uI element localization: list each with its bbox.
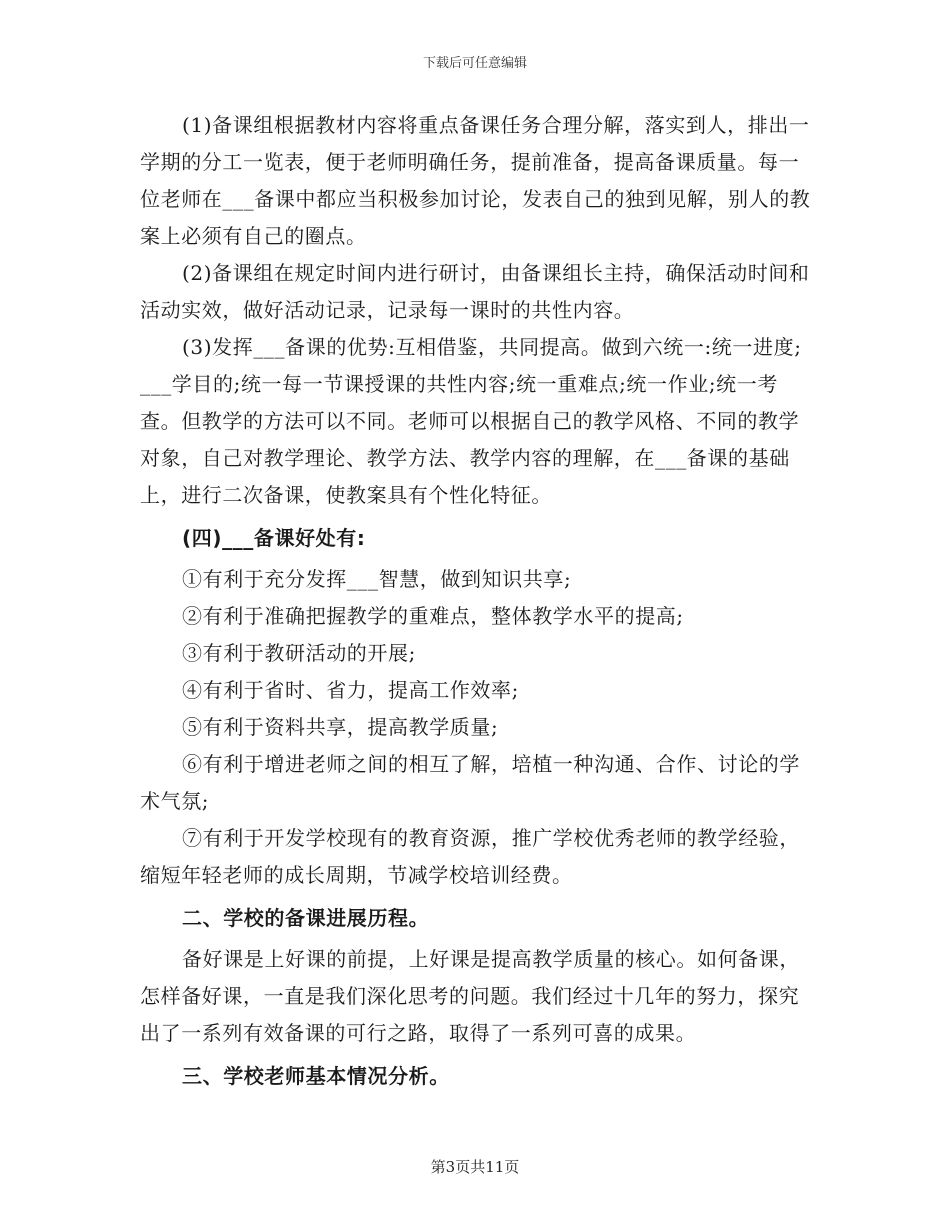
- section-heading-3: 三、学校老师基本情况分析。: [182, 1064, 450, 1088]
- header-note: 下载后可任意编辑: [422, 56, 527, 71]
- paragraph-1: (1)备课组根据教材内容将重点备课任务合理分解，落实到人，排出一学期的分工一览表，便于老师明确任务，提前准备，提高备课质量。每一位老师在___备课中都应当积极参加讨论，发表自己的独到见解，别人的教案上必须有自己的圈点。: [140, 113, 811, 248]
- section-heading-4: (四)___备课好处有:: [182, 526, 366, 550]
- benefit-item-6: ⑥有利于增进老师之间的相互了解，培植一种沟通、合作、讨论的学术气氛;: [140, 752, 800, 813]
- benefit-item-7: ⑦有利于开发学校现有的教育资源，推广学校优秀老师的教学经验，缩短年轻老师的成长周期，节减学校培训经费。: [140, 826, 800, 887]
- benefit-item-4: ④有利于省时、省力，提高工作效率;: [182, 678, 519, 702]
- page-number: 第3页共11页: [430, 1158, 520, 1176]
- history-paragraph: 备好课是上好课的前提，上好课是提高教学质量的核心。如何备课，怎样备好课，一直是我们深化思考的问题。我们经过十几年的努力，探究出了一系列有效备课的可行之路，取得了一系列可喜的成果。: [140, 947, 800, 1045]
- section-heading-2: 二、学校的备课进展历程。: [182, 906, 430, 930]
- benefit-item-1: ①有利于充分发挥___智慧，做到知识共享;: [182, 567, 572, 591]
- paragraph-3: (3)发挥___备课的优势:互相借鉴，共同提高。做到六统一:统一进度;___学目的;统一每一节课授课的共性内容;统一重难点;统一作业;统一考查。但教学的方法可以不同。老师可以根据自己的教学风格、不同的教学对象，自己对教学理论、教学方法、教学内容的理解，在___备课的基础上，进行二次备课，使教案具有个性化特征。: [140, 335, 802, 507]
- paragraph-2: (2)备课组在规定时间内进行研讨，由备课组长主持，确保活动时间和活动实效，做好活动记录，记录每一课时的共性内容。: [140, 261, 810, 322]
- document-body: [140, 107, 812, 1099]
- benefit-item-5: ⑤有利于资料共享，提高教学质量;: [182, 715, 499, 739]
- benefit-item-3: ③有利于教研活动的开展;: [182, 641, 416, 665]
- benefit-item-2: ②有利于准确把握教学的重难点，整体教学水平的提高;: [182, 604, 684, 628]
